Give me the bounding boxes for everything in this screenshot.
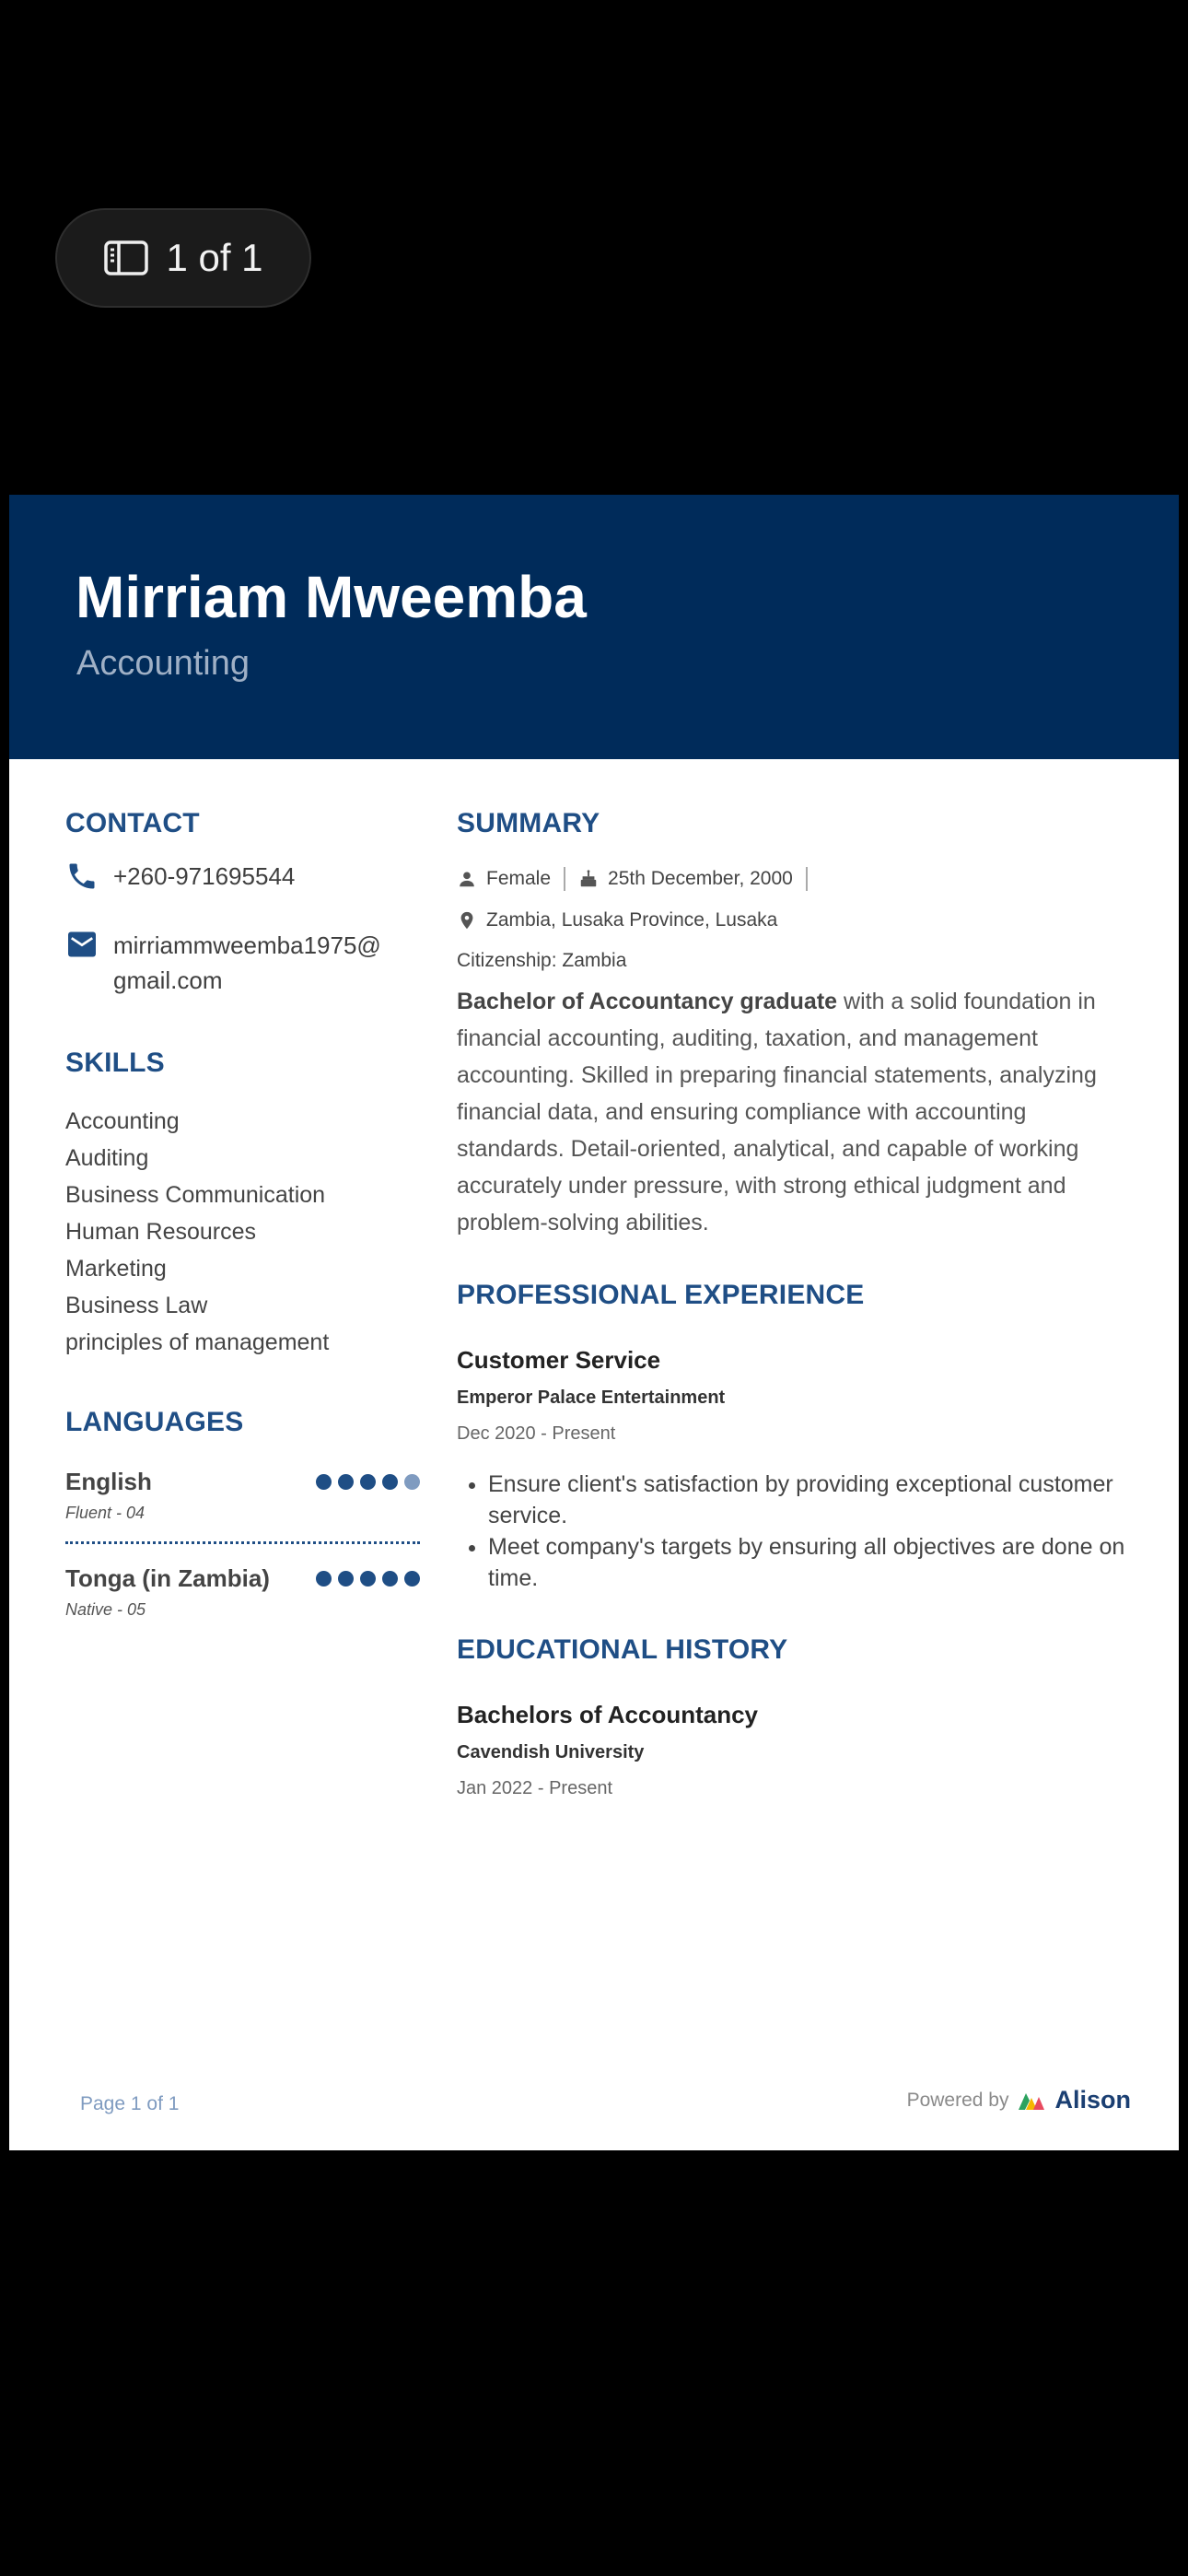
language-rating	[316, 1571, 420, 1587]
education-title: EDUCATIONAL HISTORY	[457, 1634, 788, 1665]
experience-title: PROFESSIONAL EXPERIENCE	[457, 1280, 865, 1310]
skills-list	[65, 1103, 420, 1361]
language-level: Native - 05	[65, 1600, 146, 1619]
responsibilities-list	[457, 1469, 1138, 1594]
birthdate-value: 25th December, 2000	[608, 868, 793, 889]
summary-paragraph	[457, 983, 1138, 1241]
responsibility-item: • Meet company's targets by ensuring all objectives are done on time.	[488, 1531, 1138, 1594]
school-name: Cavendish University	[457, 1742, 645, 1762]
education-dates: Jan 2022 - Present	[457, 1778, 612, 1798]
skill-item: Auditing	[65, 1145, 149, 1171]
separator	[806, 867, 808, 891]
job-dates: Dec 2020 - Present	[457, 1423, 616, 1444]
language-level: Fluent - 04	[65, 1504, 146, 1522]
summary-body: with a solid foundation in financial accounting, auditing, taxation, and management accounting. Skilled in preparing financial statements, analyzing financial data, and ensuring compliance with accounting standards. Detail-oriented, analytical, and capable of working accurately under pressure, with strong ethical judgment and problem-solving abilities.	[457, 989, 1097, 1235]
citizenship: Citizenship: Zambia	[457, 950, 627, 971]
resume-document	[9, 495, 1179, 2150]
contact-email[interactable]	[65, 928, 420, 998]
contact-title: CONTACT	[65, 808, 200, 838]
degree-name: Bachelors of Accountancy	[457, 1701, 759, 1728]
responsibility-item: • Ensure client's satisfaction by providing exceptional customer service.	[488, 1469, 1138, 1531]
left-column	[65, 808, 420, 1620]
email-value: mirriammweemba1975@gmail.com	[113, 931, 381, 994]
location-row	[457, 909, 1138, 931]
sidebar-panel-icon	[103, 240, 149, 276]
separator	[564, 867, 565, 891]
rating-dot	[338, 1474, 354, 1490]
rating-dot	[316, 1474, 332, 1490]
alison-brand-label: Alison	[1054, 2086, 1131, 2113]
skill-item: Business Law	[65, 1293, 208, 1318]
phone-value: +260-971695544	[113, 862, 296, 890]
alison-logo-icon	[1018, 2090, 1045, 2111]
cake-icon	[578, 869, 599, 889]
language-item	[65, 1564, 420, 1620]
gender-value: Female	[486, 868, 552, 889]
resume-header	[9, 495, 1179, 759]
skill-item: principles of management	[65, 1329, 330, 1355]
rating-dot-empty	[404, 1474, 420, 1490]
language-item	[65, 1468, 420, 1523]
phone-icon	[65, 860, 99, 893]
page-indicator[interactable]	[55, 208, 311, 308]
language-name: English	[65, 1468, 152, 1495]
education-entry	[457, 1701, 1138, 1799]
skill-item: Marketing	[65, 1256, 167, 1282]
contact-phone[interactable]	[65, 860, 420, 893]
skill-item: Human Resources	[65, 1219, 257, 1245]
rating-dot	[360, 1571, 376, 1587]
rating-dot	[338, 1571, 354, 1587]
powered-by-label: Powered by	[906, 2089, 1009, 2111]
experience-entry	[457, 1346, 1138, 1594]
right-column	[457, 808, 1138, 1799]
page-number: Page 1 of 1	[80, 2093, 180, 2114]
job-title: Customer Service	[457, 1346, 661, 1374]
languages-title: LANGUAGES	[65, 1407, 244, 1437]
rating-dot	[360, 1474, 376, 1490]
location-value: Zambia, Lusaka Province, Lusaka	[486, 909, 778, 931]
skill-item: Accounting	[65, 1108, 180, 1134]
rating-dot	[382, 1474, 398, 1490]
rating-dot	[316, 1571, 332, 1587]
skills-title: SKILLS	[65, 1048, 165, 1078]
language-name: Tonga (in Zambia)	[65, 1564, 270, 1592]
personal-info-row	[457, 867, 1138, 891]
person-icon	[457, 869, 477, 889]
email-icon	[65, 928, 99, 961]
skill-item: Business Communication	[65, 1182, 326, 1208]
location-pin-icon	[457, 910, 477, 931]
summary-title: SUMMARY	[457, 808, 600, 838]
page-indicator-label: 1 of 1	[166, 236, 263, 279]
language-divider	[65, 1541, 420, 1544]
summary-lead: Bachelor of Accountancy graduate	[457, 989, 838, 1014]
company-name: Emperor Palace Entertainment	[457, 1388, 726, 1408]
rating-dot	[382, 1571, 398, 1587]
candidate-role: Accounting	[76, 644, 250, 683]
powered-by[interactable]	[907, 2086, 1131, 2114]
rating-dot	[404, 1571, 420, 1587]
language-rating	[316, 1474, 420, 1490]
candidate-name: Mirriam Mweemba	[76, 564, 587, 630]
